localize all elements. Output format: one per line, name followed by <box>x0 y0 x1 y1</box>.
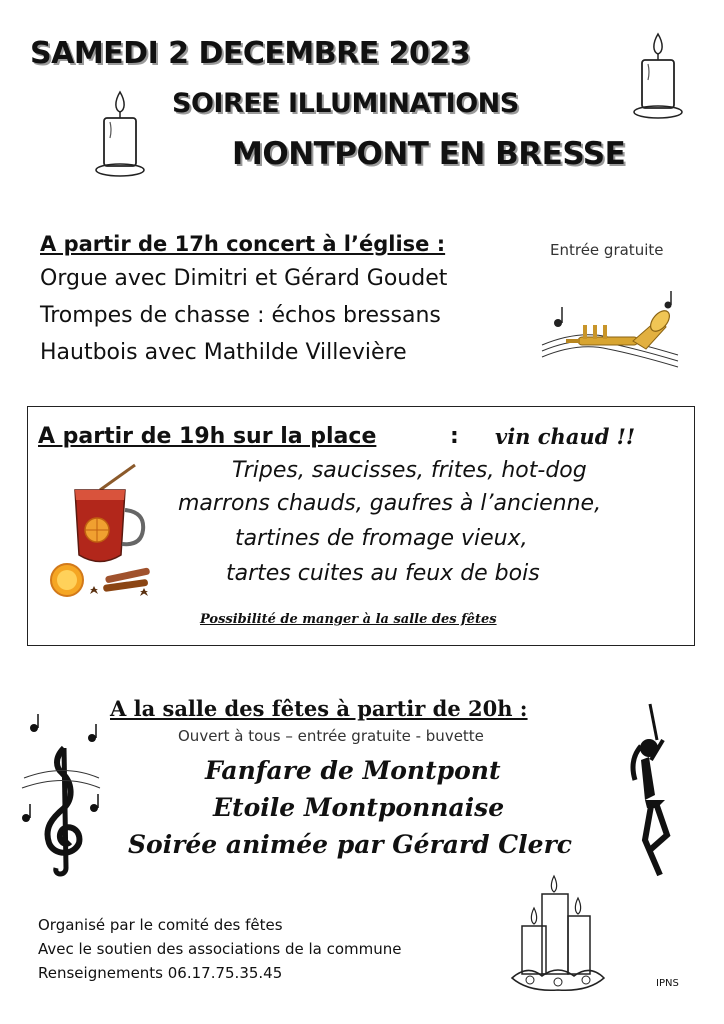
majorette-silhouette-icon <box>605 700 695 880</box>
hall-line: Soirée animée par Gérard Clerc <box>128 830 572 859</box>
place-title: MONTPONT EN BRESSE <box>232 136 626 172</box>
concert-heading: A partir de 17h concert à l’église : <box>40 232 446 256</box>
place-heading-colon: : <box>450 424 459 449</box>
footer-line: Organisé par le comité des fêtes <box>38 916 283 934</box>
place-heading: A partir de 19h sur la place <box>38 424 377 449</box>
hall-subheading: Ouvert à tous – entrée gratuite - buvette <box>178 727 484 745</box>
candle-icon <box>628 30 688 122</box>
footer-line: Renseignements 06.17.75.35.45 <box>38 964 283 982</box>
hall-line: Etoile Montponnaise <box>213 793 505 822</box>
concert-line: Orgue avec Dimitri et Gérard Goudet <box>40 266 448 291</box>
food-line: Tripes, saucisses, frites, hot-dog <box>232 458 587 483</box>
hall-heading: A la salle des fêtes à partir de 20h : <box>110 696 528 721</box>
food-line: tartines de fromage vieux, <box>235 526 528 551</box>
hall-line: Fanfare de Montpont <box>205 756 501 785</box>
ipns-label: IPNS <box>656 978 679 989</box>
concert-line: Trompes de chasse : échos bressans <box>40 303 441 328</box>
trumpet-icon <box>538 285 688 375</box>
vin-chaud-highlight: vin chaud !! <box>495 424 636 449</box>
candle-group-icon <box>508 868 608 996</box>
eating-note: Possibilité de manger à la salle des fêtes <box>200 612 497 627</box>
event-title: SOIREE ILLUMINATIONS <box>172 88 519 119</box>
concert-entry-note: Entrée gratuite <box>550 241 664 259</box>
food-line: marrons chauds, gaufres à l’ancienne, <box>178 491 602 516</box>
candle-icon <box>90 88 150 180</box>
mulled-wine-icon <box>45 460 165 610</box>
treble-clef-icon <box>14 708 104 878</box>
date-title: SAMEDI 2 DECEMBRE 2023 <box>30 36 471 71</box>
footer-line: Avec le soutien des associations de la commune <box>38 940 402 958</box>
concert-line: Hautbois avec Mathilde Villevière <box>40 340 407 365</box>
food-line: tartes cuites au feux de bois <box>226 561 540 586</box>
